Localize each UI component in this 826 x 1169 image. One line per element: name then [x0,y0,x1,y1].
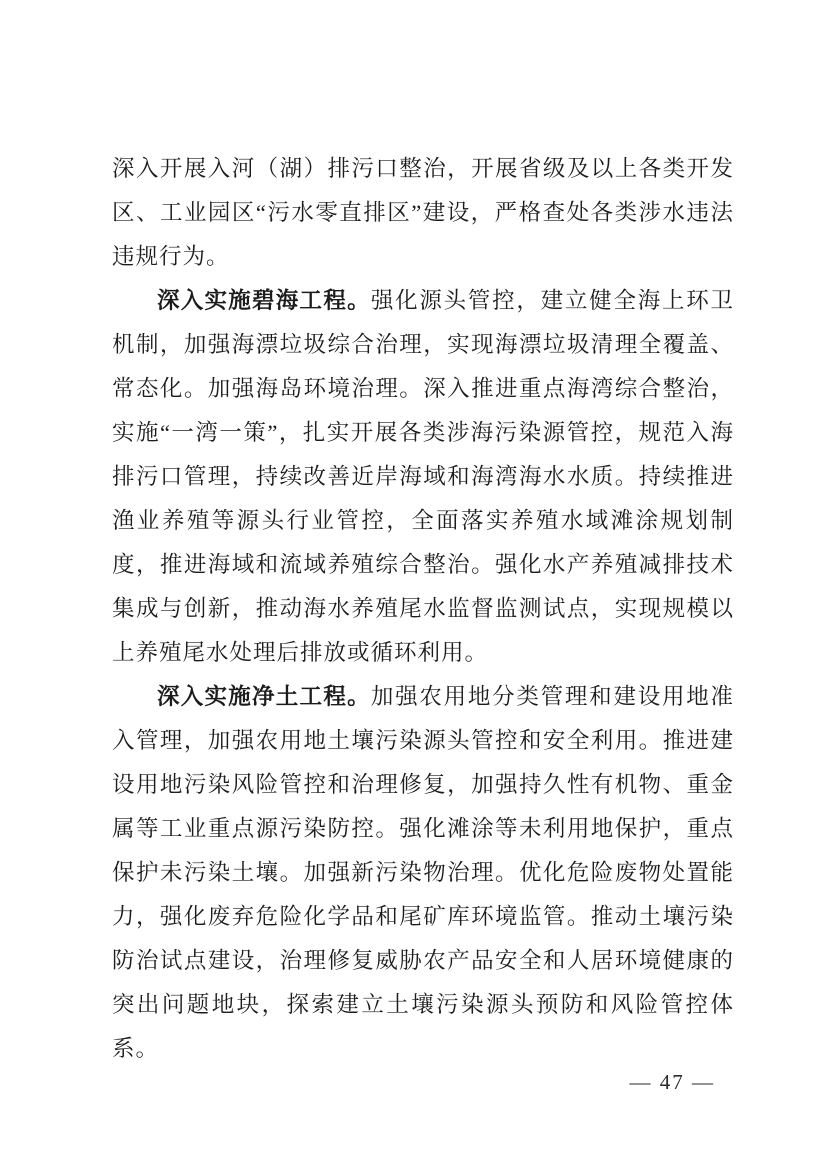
paragraph-lead: 深入实施净土工程。 [157,684,371,709]
paragraph-bihai-program [112,279,734,675]
paragraph-jingtu-program [112,675,734,1071]
page-number: — 47 — [629,1070,715,1094]
paragraph-continuation [112,147,734,279]
paragraph-text: 加强农用地分类管理和建设用地准入管理，加强农用地土壤污染源头管控和安全利用。推进建设用地污染风险管控和治理修复，加强持久性有机物、重金属等工业重点源污染防控。强化滩涂等未利用地保护，重点保护未污染土壤。加强新污染物治理。优化危险废物处置能力，强化废弃危险化学品和尾矿库环境监管。推动土壤污染防治试点建设，治理修复威胁农产品安全和人居环境健康的突出问题地块，探索建立土壤污染源头预防和风险管控体系。 [112,684,734,1061]
paragraph-lead: 深入实施碧海工程。 [157,288,371,313]
paragraph-text: 强化源头管控，建立健全海上环卫机制，加强海漂垃圾综合治理，实现海漂垃圾清理全覆盖、常态化。加强海岛环境治理。深入推进重点海湾综合整治，实施“一湾一策”，扎实开展各类涉海污染源管控，规范入海排污口管理，持续改善近岸海域和海湾海水水质。持续推进渔业养殖等源头行业管控，全面落实养殖水域滩涂规划制度，推进海域和流域养殖综合整治。强化水产养殖减排技术集成与创新，推动海水养殖尾水监督监测试点，实现规模以上养殖尾水处理后排放或循环利用。 [112,288,734,665]
paragraph-text: 深入开展入河（湖）排污口整治，开展省级及以上各类开发区、工业园区“污水零直排区”建设，严格查处各类涉水违法违规行为。 [112,156,734,269]
document-body [112,147,734,1071]
